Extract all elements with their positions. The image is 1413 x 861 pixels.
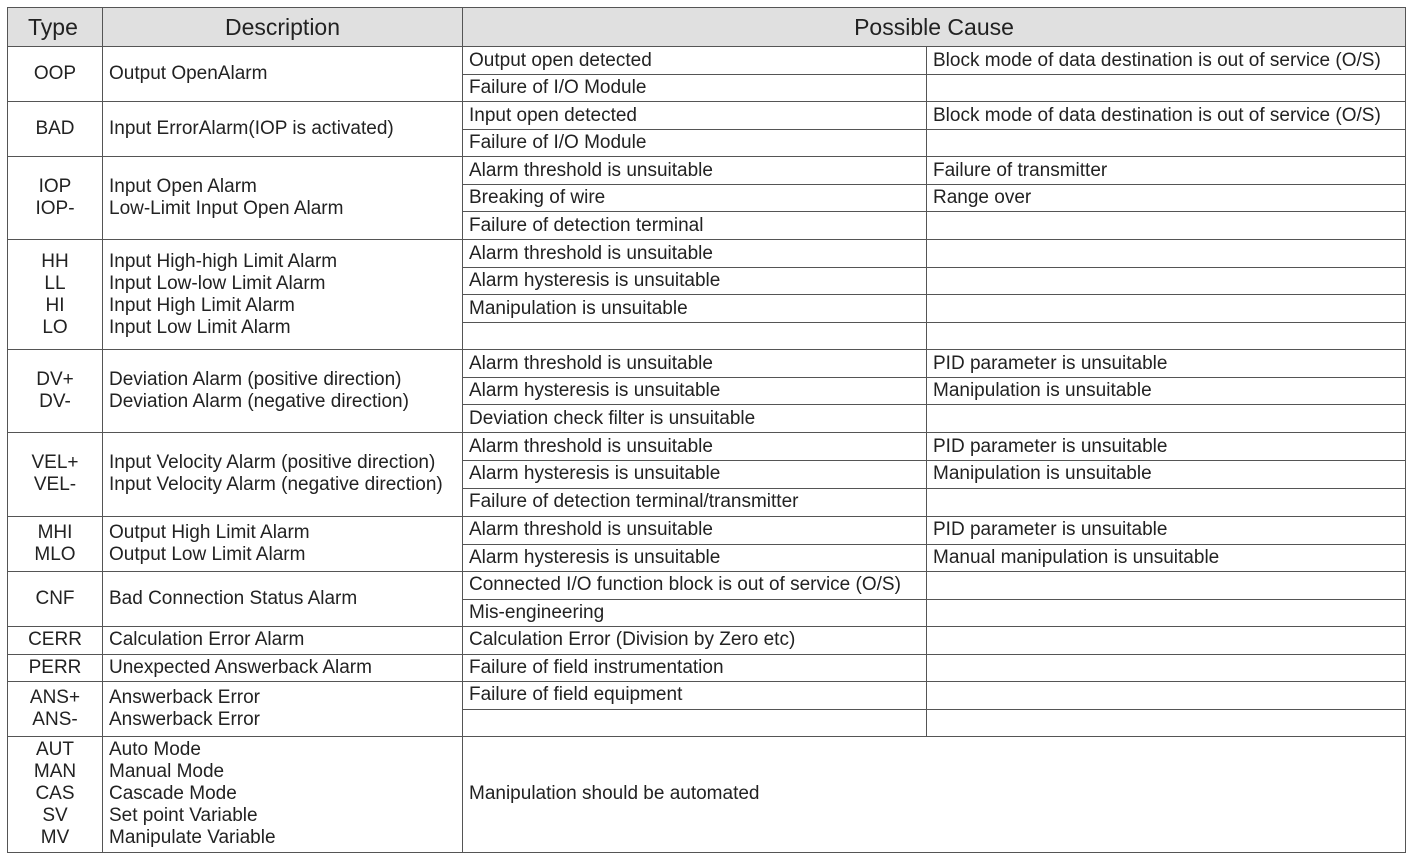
table-row [8,433,1406,461]
description-cell [103,681,463,736]
type-code: MAN [33,761,77,783]
cause-cell-secondary: PID parameter is unsuitable [927,516,1406,544]
type-code: MLO [34,543,76,565]
cause-cell-secondary [927,295,1406,323]
cause-cell-primary: Breaking of wire [463,185,927,212]
type-code: CAS [35,783,75,805]
header-row [8,8,1406,47]
type-code: MHI [37,521,73,543]
description-line: Unexpected Answerback Alarm [109,656,372,678]
description-line: Answerback Error [109,708,260,730]
description-line: Input Low Limit Alarm [109,316,291,338]
type-code: BAD [35,118,75,140]
description-line: Input Open Alarm [109,176,257,198]
table-row [8,157,1406,185]
cause-cell-secondary: Manipulation is unsuitable [927,461,1406,488]
description-line: Set point Variable [109,805,258,827]
description-line: Deviation Alarm (positive direction) [109,369,402,391]
cause-cell-secondary: Block mode of data destination is out of service (O/S) [927,47,1406,75]
cause-cell-primary [463,709,927,736]
type-code: AUT [36,739,74,761]
table-row [8,240,1406,268]
cause-cell-primary: Mis-engineering [463,599,927,626]
description-line: Input High-high Limit Alarm [109,250,338,272]
description-line: Manual Mode [109,761,225,783]
type-code: DV- [39,391,71,413]
type-code: PERR [28,656,82,678]
cause-cell-secondary [927,212,1406,240]
cause-cell-primary: Alarm hysteresis is unsuitable [463,544,927,571]
table-row [8,516,1406,544]
type-cell [8,350,103,433]
description-line: Input Velocity Alarm (positive direction) [109,452,436,474]
description-cell [103,102,463,157]
cause-cell-primary: Alarm threshold is unsuitable [463,157,927,185]
cause-cell-secondary [927,709,1406,736]
description-cell [103,654,463,681]
type-code: SV [42,805,68,827]
type-cell [8,47,103,102]
cause-cell-primary: Connected I/O function block is out of service (O/S) [463,571,927,599]
description-cell [103,47,463,102]
description-line: Input Low-low Limit Alarm [109,272,326,294]
description-line: Output OpenAlarm [109,63,268,85]
cause-cell-secondary [927,654,1406,681]
description-cell [103,433,463,516]
cause-cell-primary: Input open detected [463,102,927,130]
type-cell [8,736,103,852]
description-line: Input ErrorAlarm(IOP is activated) [109,118,394,140]
table-row [8,654,1406,681]
cause-cell-primary: Failure of field equipment [463,681,927,709]
cause-cell-secondary [927,75,1406,102]
cause-cell-primary [463,323,927,350]
cause-cell-primary: Calculation Error (Division by Zero etc) [463,626,927,654]
header-type: Type [8,8,103,47]
description-line: Input Velocity Alarm (negative direction) [109,474,443,496]
cause-cell-secondary [927,405,1406,433]
table-row [8,350,1406,378]
type-cell [8,516,103,571]
cause-cell-secondary [927,626,1406,654]
cause-cell-primary: Failure of detection terminal/transmitter [463,488,927,516]
table-row [8,736,1406,852]
table-row [8,571,1406,599]
cause-cell-secondary: Manipulation is unsuitable [927,378,1406,405]
type-code: MV [40,827,70,849]
type-code: CNF [35,587,75,609]
cause-cell-secondary [927,268,1406,295]
description-line: Output Low Limit Alarm [109,543,306,565]
cause-cell-secondary: Manual manipulation is unsuitable [927,544,1406,571]
cause-cell-secondary [927,130,1406,157]
type-code: IOP- [35,198,75,220]
type-code: IOP [38,176,72,198]
description-line: Auto Mode [109,739,201,761]
type-code: ANS- [32,708,78,730]
cause-cell-primary: Failure of field instrumentation [463,654,927,681]
cause-cell-secondary: Failure of transmitter [927,157,1406,185]
table-row [8,47,1406,75]
cause-cell-primary: Failure of detection terminal [463,212,927,240]
table-body [8,47,1406,853]
cause-cell-secondary [927,599,1406,626]
type-code: DV+ [36,369,74,391]
type-cell [8,654,103,681]
cause-cell-primary: Output open detected [463,47,927,75]
description-cell [103,736,463,852]
type-cell [8,626,103,654]
type-cell [8,102,103,157]
cause-cell-primary: Manipulation is unsuitable [463,295,927,323]
description-line: Bad Connection Status Alarm [109,587,358,609]
cause-cell-primary: Deviation check filter is unsuitable [463,405,927,433]
cause-cell-primary: Alarm threshold is unsuitable [463,240,927,268]
cause-cell-secondary: Range over [927,185,1406,212]
cause-cell-primary: Failure of I/O Module [463,75,927,102]
description-line: Deviation Alarm (negative direction) [109,391,409,413]
cause-cell-primary: Alarm hysteresis is unsuitable [463,378,927,405]
cause-cell-primary: Alarm threshold is unsuitable [463,433,927,461]
type-cell [8,681,103,736]
type-code: OOP [33,63,77,85]
description-cell [103,571,463,626]
type-code: ANS+ [29,686,81,708]
type-cell [8,571,103,626]
description-cell [103,157,463,240]
cause-cell-secondary: PID parameter is unsuitable [927,350,1406,378]
description-line: Answerback Error [109,686,260,708]
cause-cell-secondary [927,488,1406,516]
cause-cell-wide: Manipulation should be automated [463,736,1406,852]
cause-cell-primary: Alarm threshold is unsuitable [463,350,927,378]
cause-cell-secondary: PID parameter is unsuitable [927,433,1406,461]
table-row [8,626,1406,654]
type-code: VEL- [33,474,77,496]
type-code: CERR [28,629,82,651]
cause-cell-secondary [927,681,1406,709]
description-line: Low-Limit Input Open Alarm [109,198,344,220]
cause-cell-secondary [927,571,1406,599]
type-code: HI [45,294,65,316]
description-cell [103,350,463,433]
alarm-cause-table [7,7,1406,853]
description-line: Calculation Error Alarm [109,629,305,651]
description-line: Cascade Mode [109,783,237,805]
cause-cell-primary: Alarm hysteresis is unsuitable [463,461,927,488]
alarm-cause-table-container [7,7,1405,853]
table-row [8,681,1406,709]
type-code: VEL+ [31,452,79,474]
description-line: Input High Limit Alarm [109,294,295,316]
cause-cell-secondary [927,323,1406,350]
cause-cell-primary: Failure of I/O Module [463,130,927,157]
description-cell [103,240,463,350]
type-cell [8,433,103,516]
header-possible-cause: Possible Cause [463,8,1406,47]
type-code: LO [42,316,68,338]
cause-cell-secondary: Block mode of data destination is out of service (O/S) [927,102,1406,130]
type-code: HH [41,250,69,272]
description-line: Output High Limit Alarm [109,521,310,543]
description-line: Manipulate Variable [109,827,276,849]
type-code: LL [44,272,66,294]
cause-cell-primary: Alarm threshold is unsuitable [463,516,927,544]
description-cell [103,626,463,654]
cause-cell-secondary [927,240,1406,268]
description-cell [103,516,463,571]
header-description: Description [103,8,463,47]
type-cell [8,240,103,350]
cause-cell-primary: Alarm hysteresis is unsuitable [463,268,927,295]
type-cell [8,157,103,240]
table-row [8,102,1406,130]
